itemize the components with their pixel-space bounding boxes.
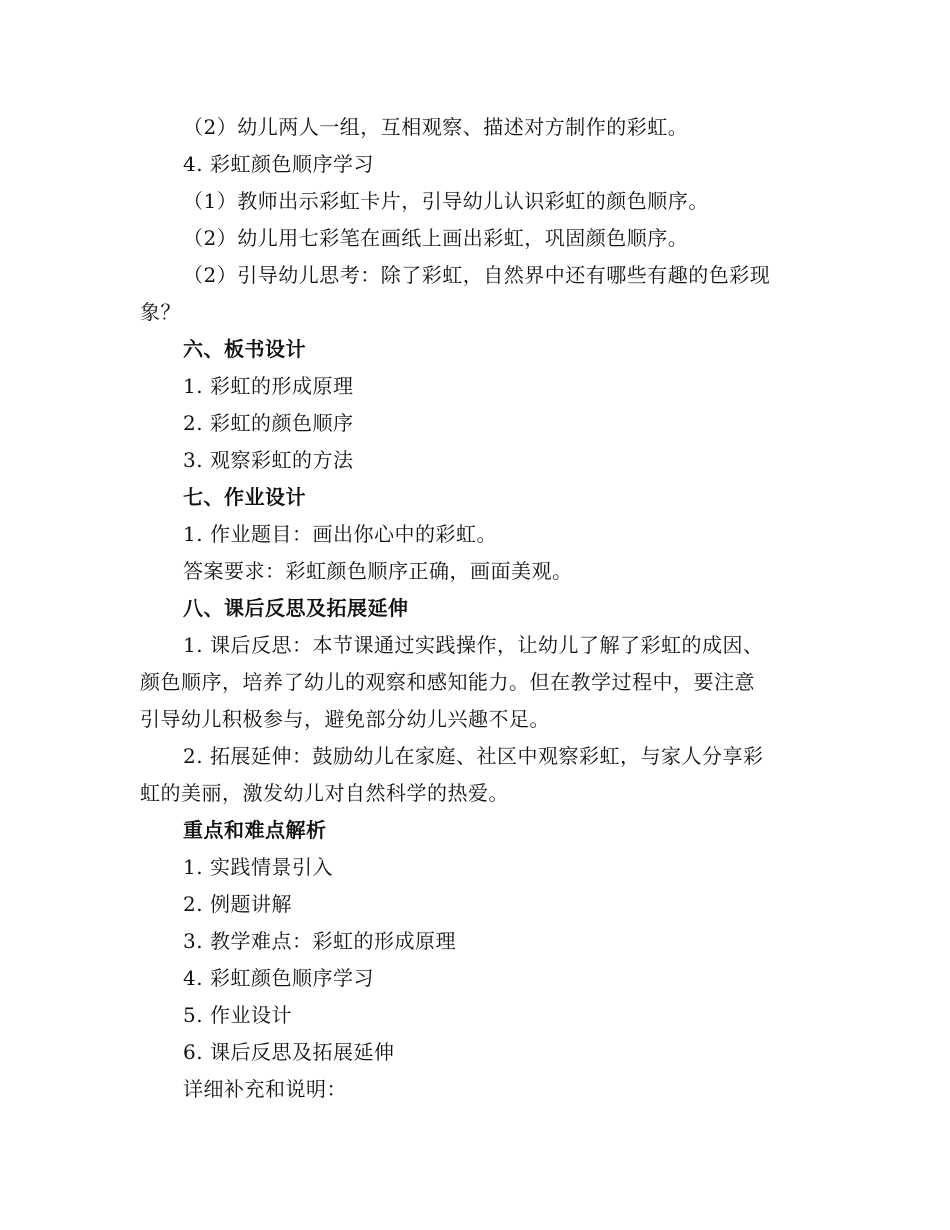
paragraph-line: 答案要求：彩虹颜色顺序正确，画面美观。 — [183, 559, 573, 583]
paragraph-line: （2）幼儿用七彩笔在画纸上画出彩虹，巩固颜色顺序。 — [183, 226, 689, 250]
list-item: 2. 彩虹的颜色顺序 — [183, 411, 354, 435]
list-item: 3. 教学难点：彩虹的形成原理 — [183, 929, 456, 953]
section-heading: 八、课后反思及拓展延伸 — [183, 596, 409, 620]
list-item: 1. 作业题目：画出你心中的彩虹。 — [183, 522, 497, 546]
paragraph-line-continuation: 象？ — [140, 300, 181, 324]
list-item: 1. 彩虹的形成原理 — [183, 374, 354, 398]
paragraph-line: （2）幼儿两人一组，互相观察、描述对方制作的彩虹。 — [183, 115, 689, 139]
list-item: 3. 观察彩虹的方法 — [183, 448, 354, 472]
paragraph-line: 2. 拓展延伸：鼓励幼儿在家庭、社区中观察彩虹，与家人分享彩 — [183, 744, 764, 768]
paragraph-line: （1）教师出示彩虹卡片，引导幼儿认识彩虹的颜色顺序。 — [183, 189, 709, 213]
list-item: 5. 作业设计 — [183, 1003, 292, 1027]
paragraph-line-continuation: 引导幼儿积极参与，避免部分幼儿兴趣不足。 — [140, 707, 550, 731]
paragraph-line: 详细补充和说明： — [183, 1077, 347, 1101]
paragraph-line-continuation: 颜色顺序，培养了幼儿的观察和感知能力。但在教学过程中，要注意 — [140, 670, 755, 694]
section-heading: 七、作业设计 — [183, 485, 306, 509]
list-item: 6. 课后反思及拓展延伸 — [183, 1040, 395, 1064]
section-heading: 重点和难点解析 — [183, 818, 327, 842]
paragraph-line: （2）引导幼儿思考：除了彩虹，自然界中还有哪些有趣的色彩现 — [183, 263, 771, 287]
paragraph-line-continuation: 虹的美丽，激发幼儿对自然科学的热爱。 — [140, 781, 509, 805]
list-item-heading: 4. 彩虹颜色顺序学习 — [183, 152, 374, 176]
list-item: 4. 彩虹颜色顺序学习 — [183, 966, 374, 990]
list-item: 1. 实践情景引入 — [183, 855, 333, 879]
paragraph-line: 1. 课后反思：本节课通过实践操作，让幼儿了解了彩虹的成因、 — [183, 633, 764, 657]
section-heading: 六、板书设计 — [183, 337, 306, 361]
list-item: 2. 例题讲解 — [183, 892, 292, 916]
